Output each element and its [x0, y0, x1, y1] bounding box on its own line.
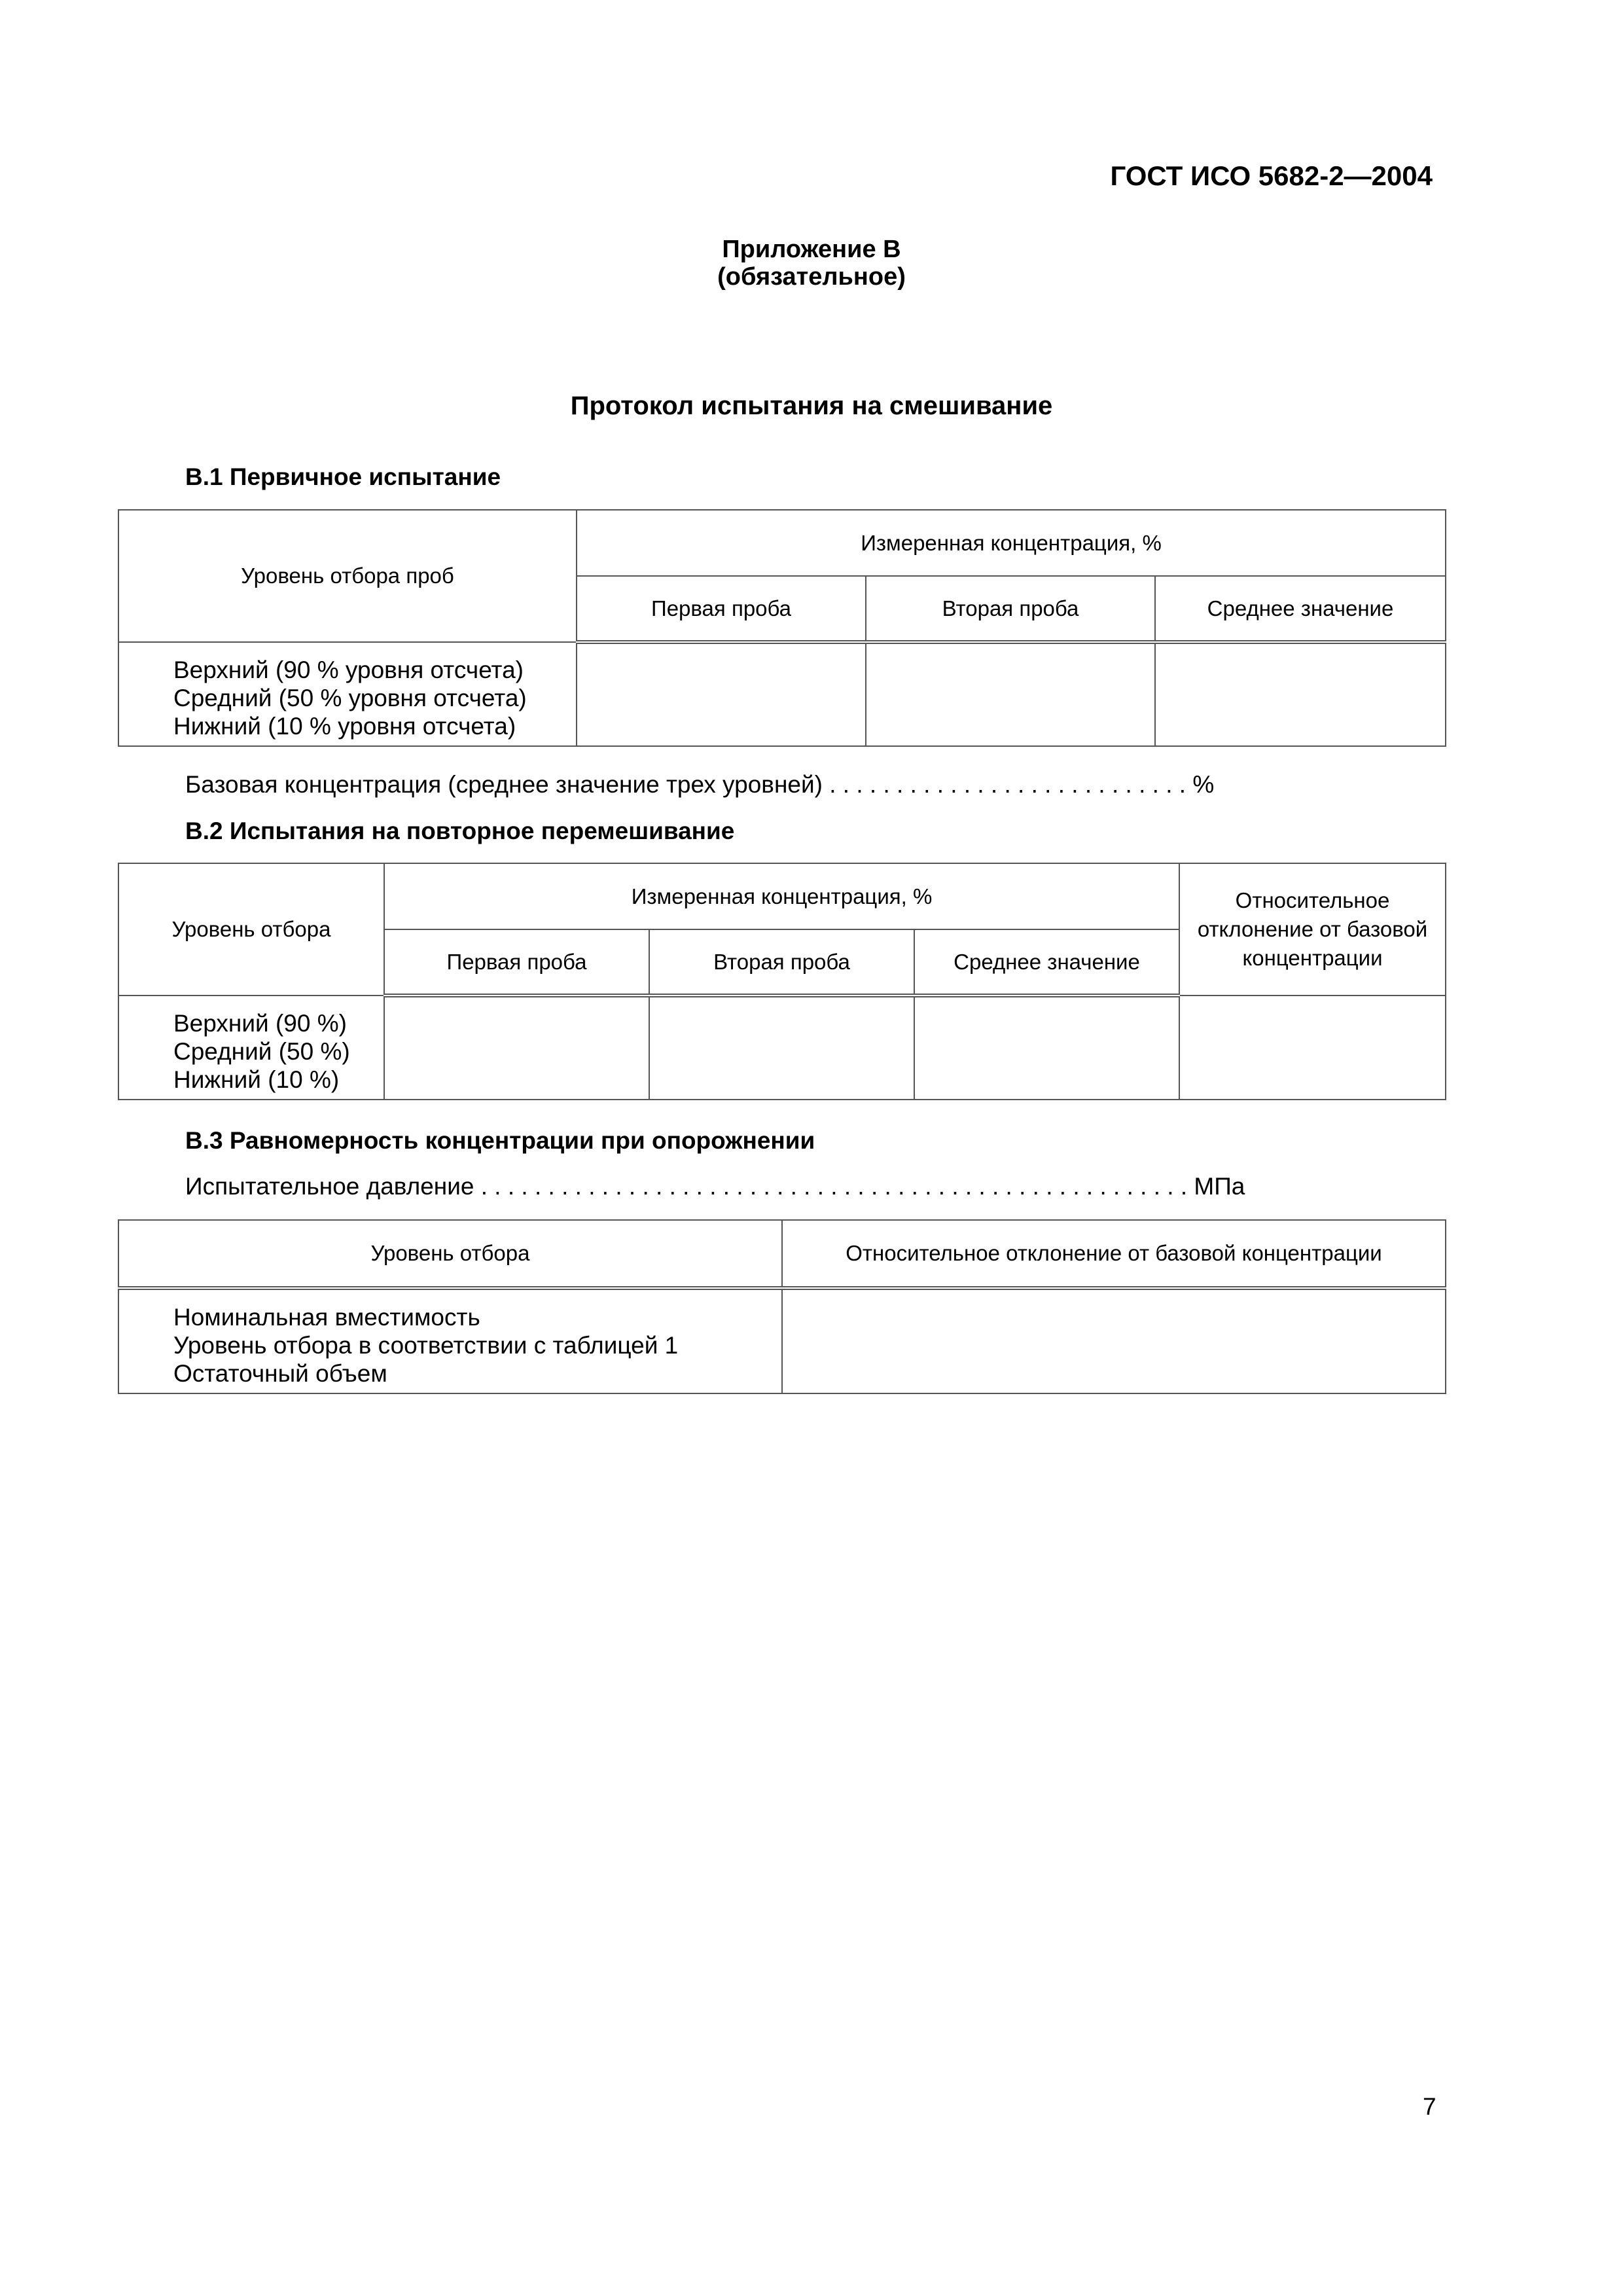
first-sample-cell — [384, 996, 649, 1100]
test-pressure-line: Испытательное давление . . . . . . . . . . . . . . . . . . . . . . . . . . . . . . . . . . . . . . . . . . . . . . . . . . . . . МПа — [185, 1173, 1245, 1200]
levels-cell — [118, 1288, 782, 1393]
levels-cell — [118, 642, 577, 746]
relative-deviation-header: Относительное отклонение от базовой концентрации — [782, 1220, 1446, 1288]
mean-value-cell — [1155, 642, 1446, 746]
level-residual: Остаточный объем — [173, 1360, 387, 1387]
measured-concentration-header: Измеренная концентрация, % — [577, 510, 1446, 576]
first-sample-header: Первая проба — [384, 929, 649, 996]
level-lower: Нижний (10 %) — [173, 1066, 340, 1093]
mean-value-header: Среднее значение — [914, 929, 1179, 996]
level-header: Уровень отбора — [118, 1220, 782, 1288]
page-number: 7 — [1423, 2093, 1436, 2120]
level-middle: Средний (50 % уровня отсчета) — [173, 685, 527, 711]
section-b2-heading: В.2 Испытания на повторное перемешивание — [185, 817, 735, 844]
relative-deviation-header: Относительное отклонение от базовой концентрации — [1179, 863, 1446, 996]
document-title: Протокол испытания на смешивание — [570, 391, 1053, 420]
section-b1-heading: В.1 Первичное испытание — [185, 463, 501, 490]
second-sample-header: Вторая проба — [866, 576, 1155, 642]
standard-designation: ГОСТ ИСО 5682-2—2004 — [1110, 160, 1433, 191]
level-header: Уровень отбора — [118, 863, 384, 996]
second-sample-header: Вторая проба — [649, 929, 914, 996]
section-b3-heading: В.3 Равномерность концентрации при опорожнении — [185, 1127, 815, 1154]
mean-value-header: Среднее значение — [1155, 576, 1446, 642]
appendix-title: Приложение В — [722, 236, 901, 263]
level-upper: Верхний (90 % уровня отсчета) — [173, 656, 524, 683]
relative-deviation-cell — [1179, 996, 1446, 1100]
second-sample-cell — [866, 642, 1155, 746]
mean-value-cell — [914, 996, 1179, 1100]
measured-concentration-header: Измеренная концентрация, % — [384, 863, 1179, 929]
first-sample-header: Первая проба — [577, 576, 866, 642]
level-nominal: Номинальная вместимость — [173, 1304, 480, 1331]
appendix-status: (обязательное) — [717, 263, 906, 291]
first-sample-cell — [577, 642, 866, 746]
levels-cell — [118, 996, 384, 1100]
level-lower: Нижний (10 % уровня отсчета) — [173, 713, 516, 740]
level-upper: Верхний (90 %) — [173, 1010, 347, 1037]
level-table1: Уровень отбора в соответствии с таблицей 1 — [173, 1332, 679, 1359]
relative-deviation-cell — [782, 1288, 1446, 1393]
table-b1 — [118, 509, 1446, 747]
level-middle: Средний (50 %) — [173, 1038, 350, 1065]
table-b2 — [118, 863, 1446, 1100]
table-b3 — [118, 1219, 1446, 1394]
base-concentration-line: Базовая концентрация (среднее значение трех уровней) . . . . . . . . . . . . . . . . . . . . . . . . . . . % — [185, 771, 1215, 798]
level-header: Уровень отбора проб — [118, 510, 577, 642]
second-sample-cell — [649, 996, 914, 1100]
